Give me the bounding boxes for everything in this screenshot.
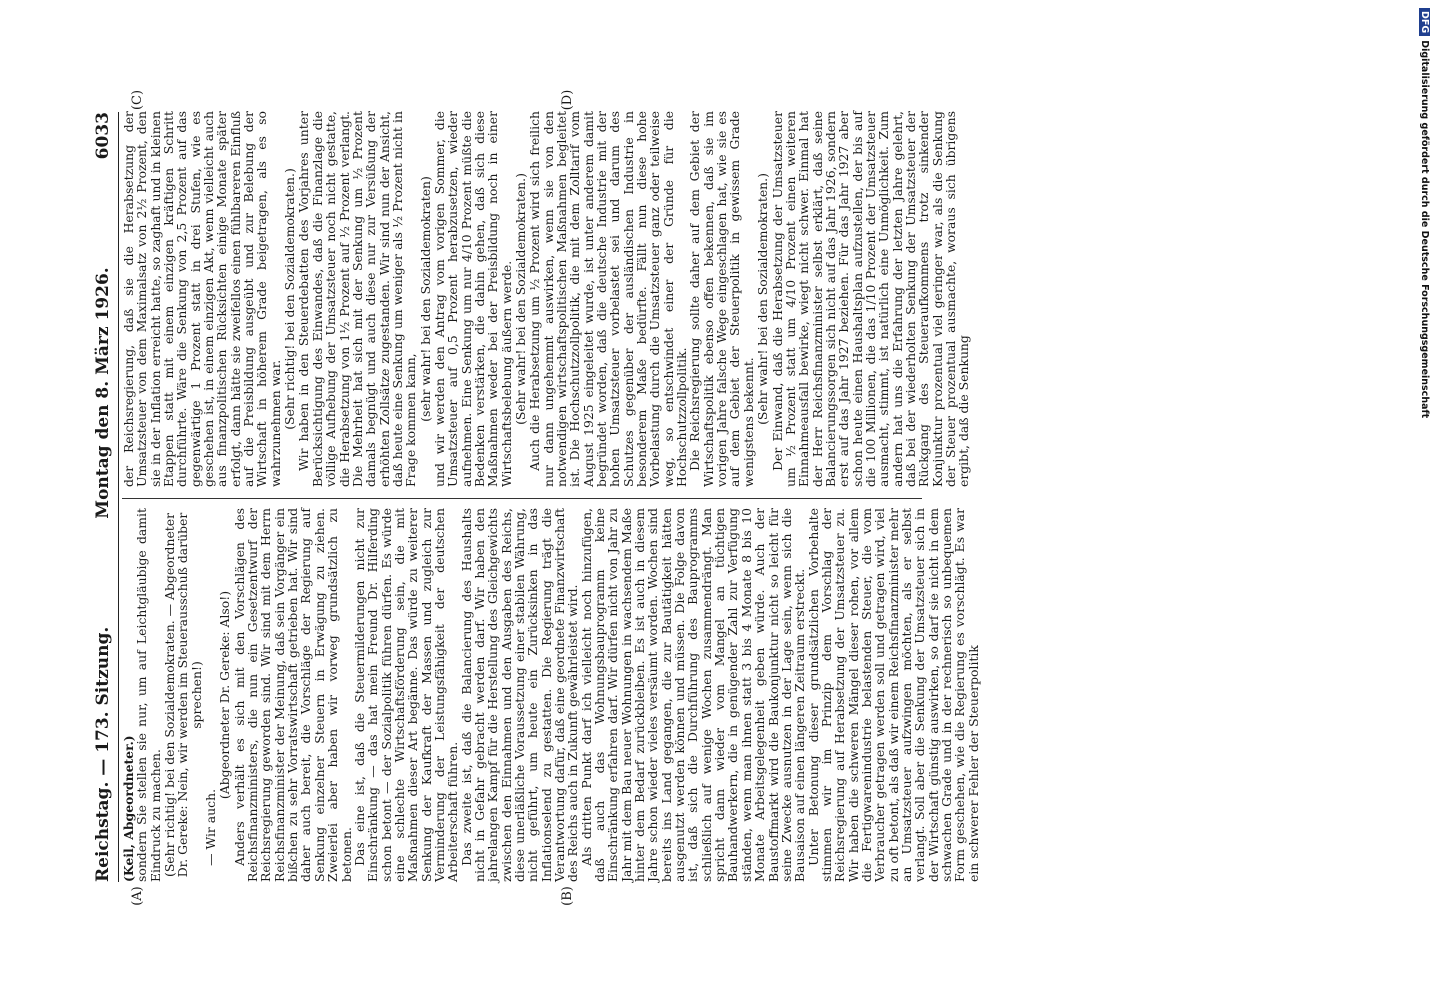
page-header [88, 112, 118, 882]
interjection: (sehr wahr! bei den Sozialdemokraten) [417, 176, 433, 422]
header-page-number: 6033 [93, 112, 113, 160]
paragraph: Wir haben in den Steuerdebatten des Vorjahres unter Berücksichtigung des Einwandes, daß die Finanzlage die völlige Aufhebung der Umsatzsteuer noch nicht gestatte, die Herabsetzung von 1½ Prozent auf ½ Prozent verlangt. Die Mehrheit hat sich mit der Senkung um ½ Prozent damals begnügt und auch diese nur zur Versüßung der erhöhten Zollsätze zugestanden. Wir sind nun der Ansicht, daß heute eine Senkung um weniger als ½ Prozent nicht in Frage kommen kann, [296, 111, 419, 487]
paragraph: Auch die Herabsetzung um ½ Prozent wird sich freilich nur dann ungehemmt auswirken, wenn sie von den notwendigen wirtschaftspolitischen Maßnahmen begleitet ist. Die Hochschutzzollpolitik, die mit dem Zolltarif vom August 1925 eingeleitet wurde, ist unter anderem damit begründet worden, daß die deutsche Industrie mit der hohen Umsatzsteuer vorbelastet sei und darum des Schutzes gegenüber der ausländischen Industrie in besonderem Maße bedürfte. Fällt nun diese hohe Vorbelastung durch die Umsatzsteuer ganz oder teilweise weg, so entschwindet einer der Gründe für die Hochschutzzollpolitik. [527, 111, 690, 487]
paragraph: Anders verhält es sich mit den Vorschlägen des Reichsfinanzministers, die nun ein Gesetzentwurf der Reichsregierung geworden sind. Wir sind mit dem Herrn Reichsfinanzminister der Meinung, daß sein Vorgänger ein bißchen zu sehr Vorratswirtschaft getrieben hat. Wir sind daher auch bereit, die Vorschläge der Regierung auf Senkung einzelner Steuern in Erwägung zu ziehen. Zweierlei aber haben wir vorweg grundsätzlich zu betonen. [231, 508, 354, 882]
interjection: (Sehr wahr! bei den Sozialdemokraten.) [512, 173, 528, 425]
margin-marker-b: (B) [560, 886, 575, 906]
header-session: Reichstag. — 173. Sitzung. [93, 626, 113, 882]
interjection: (Sehr wahr! bei den Sozialdemokraten.) [755, 173, 771, 425]
header-rule [118, 112, 119, 882]
margin-marker-a: (A) [130, 886, 145, 906]
left-column [121, 508, 981, 882]
digitization-caption [1416, 8, 1430, 708]
paragraph: sondern Sie stellen sie nur, um auf Leichtgläubige damit Eindruck zu machen. [134, 508, 163, 882]
margin-marker-d: (D) [560, 89, 575, 111]
paragraph: Der Einwand, daß die Herabsetzung der Umsatzsteuer um ½ Prozent statt um 4/10 Prozent einen weiteren Einnahmeausfall bewirke, wiegt nicht schwer. Einmal hat der Herr Reichsfinanzminister selbst erklärt, daß seine Balancierungssorgen sich nicht auf das Jahr 1926, sondern erst auf das Jahr 1927 beziehen. Für das Jahr 1927 aber schon heute einen Haushaltsplan aufzustellen, der bis auf die 100 Millionen, die das 1/10 Prozent der Umsatzsteuer ausmacht, stimmt, ist natürlich eine Unmöglichkeit. Zum andern hat uns die Erfahrung der letzten Jahre gelehrt, daß bei der wiederholten Senkung der Umsatzsteuer der Rückgang des Steueraufkommens trotz sinkender Konjunktur prozentual viel geringer war, als die Senkung der Steuer prozentual ausmachte, woraus sich übrigens ergibt, daß die Senkung [769, 111, 972, 487]
paragraph: — Wir auch. [203, 788, 219, 866]
header-date: Montag den 8. März 1926. [93, 267, 113, 519]
paragraph: und wir werden den Antrag vom vorigen Sommer, die Umsatzsteuer auf 0,5 Prozent herabzusetzen, wieder aufnehmen. Eine Senkung um nur 4/10 Prozent müßte die Bedenken verstärken, die dahin gehen, daß sich diese Maßnahmen weder bei der Preisbildung noch in einer Wirtschaftsbelebung äußern werde. [431, 111, 514, 487]
paragraph: Das eine ist, daß die Steuermilderungen nicht zur Einschränkung — das hat mein Freund Dr. Hilferding schon betont — der Sozialpolitik führen dürfen. Es würde eine schlechte Wirtschaftsförderung sein, die mit Maßnahmen dieser Art begänne. Das würde zu weiterer Senkung der Kaufkraft der Massen und zugleich zur Verminderung der Leistungsfähigkeit der deutschen Arbeiterschaft führen. [351, 508, 461, 882]
interjection: (Sehr richtig! bei den Sozialdemokraten.) [282, 168, 298, 430]
digitization-caption-text: Digitalisierung gefördert durch die Deutsche Forschungsgemeinschaft [1419, 40, 1430, 419]
paragraph: Als dritten Punkt darf ich vielleicht noch hinzufügen, daß auch das Wohnungsbauprogramm keine Einschränkung erfahren darf. Wir dürfen nicht von Jahr zu Jahr mit dem Bau neuer Wohnungen in wachsendem Maße hinter dem Bedarf zurückbleiben. Es ist auch in diesem Jahre schon wieder vieles versäumt worden. Wochen sind bereits ins Land gegangen, die zur Bautätigkeit hätten ausgenutzt werden können und müssen. Die Folge davon ist, daß sich die Durchführung des Bauprogramms schließlich auf wenige Wochen zusammendrängt. Man spricht dann wieder vom Mangel an tüchtigen Bauhandwerkern, die in genügender Zahl zur Verfügung ständen, wenn man ihnen statt 3 bis 4 Monate 8 bis 10 Monate Arbeitsgelegenheit geben würde. Auch der Baustoffmarkt wird die Baukonjunktur nicht so leicht für seine Zwecke ausnutzen in der Lage sein, wenn sich die Bausaison auf einen längeren Zeitraum erstreckt. [578, 508, 808, 882]
paragraph: Das zweite ist, daß die Balancierung des Haushalts nicht in Gefahr gebracht werden darf. Wir haben den jahrelangen Kampf für die Herstellung des Gleichgewichts zwischen den Einnahmen und den Ausgaben des Reichs, diese unerläßliche Voraussetzung einer stabilen Währung, nicht geführt, um heute ein Zurücksinken in das Inflationselend zu gestatten. Die Regierung trägt die Verantwortung dafür, daß eine geordnete Finanzwirtschaft des Reichs auch in Zukunft gewährleistet wird. [458, 508, 581, 882]
paragraph: Die Reichsregierung sollte daher auf dem Gebiet der Wirtschaftspolitik ebenso offen bekennen, daß sie im vorigen Jahre falsche Wege eingeschlagen hat, wie sie es auf dem Gebiet der Steuerpolitik in gewissem Grade wenigstens bekennt. [687, 111, 756, 487]
interjection: (Abgeordneter Dr. Gereke: Also!) [217, 590, 233, 800]
paragraph: Unter Betonung dieser grundsätzlichen Vorbehalte stimmen wir im Prinzip dem Vorschlag der Reichsregierung auf Herabsetzung der Umsatzsteuer zu. Wir haben die schweren Mängel dieser rohen, vor allem die Fertigwarenindustrie belastenden Steuer, die vom Verbraucher getragen werden soll und getragen wird, viel zu oft betont, als daß wir einem Reichsfinanzminister mehr an Umsatzsteuer aufzwingen möchten, als er selbst verlangt. Soll aber die Senkung der Umsatzsteuer sich in der Wirtschaft günstig auswirken, so darf sie nicht in dem schwachen Grade und in der rechnerisch so unbequemen Form geschehen, wie die Regierung es vorschlägt. Es war ein schwerer Fehler der Steuerpolitik [805, 508, 981, 882]
speaker-label: (Keil, Abgeordneter.) [121, 735, 136, 882]
dfg-logo-badge: DFG [1419, 8, 1430, 36]
paragraph: der Reichsregierung, daß sie die Herabsetzung der Umsatzsteuer von dem Maximalsatz von 2½ Prozent, den sie in der Inflation erreicht hatte, so zaghaft und in kleinen Etappen statt mit einem einzigen kräftigen Schritt durchführte. Wäre die Senkung von 2,5 Prozent auf das gegenwärtige 1 Prozent statt in drei Stufen, wie es geschehen ist, in einem einzigen Akt, wenn vielleicht auch aus finanzpolitischen Rücksichten einige Monate später erfolgt, dann hätte sie zweifellos einen fühlbareren Einfluß auf die Preisbildung ausgeübt und zur Belebung der Wirtschaft in höherem Grade beigetragen, als es so wahrzunehmen war. [121, 111, 283, 487]
right-column [121, 111, 972, 487]
interjection: (Sehr richtig! bei den Sozialdemokraten. — Abgeordneter Dr. Gereke: Nein, wir werden im Steuerausschuß darüber sprechen!) [162, 512, 204, 878]
margin-marker-c: (C) [130, 89, 145, 111]
column-divider [122, 498, 922, 499]
